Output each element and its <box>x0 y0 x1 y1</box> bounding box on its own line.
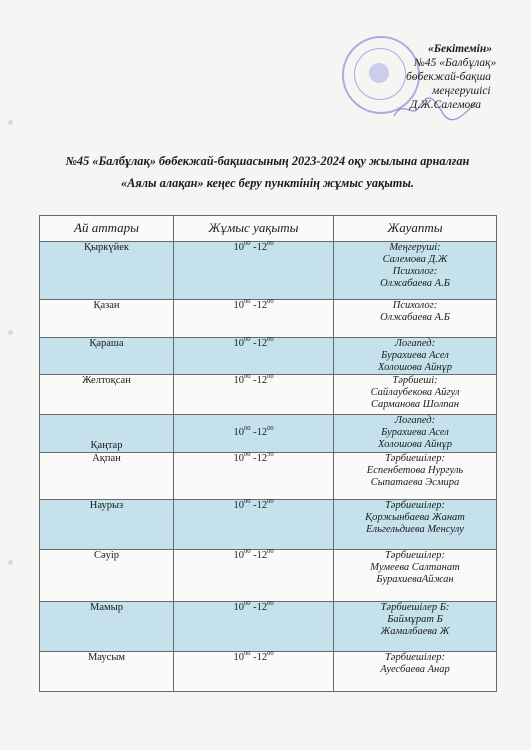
cell-month: Қаңтар <box>40 415 174 453</box>
time-end-hour: 12 <box>256 300 268 311</box>
cell-month: Мамыр <box>40 602 174 652</box>
responsible-line: Тәрбиешілер Б: <box>380 602 450 613</box>
responsible-line: Логапед: <box>394 338 436 349</box>
time-start-hour: 10 <box>233 300 244 311</box>
responsible-line: Психолог: <box>392 300 438 311</box>
cell-work-time <box>174 242 334 300</box>
cell-month: Қыркүйек <box>40 242 174 300</box>
responsible-line: Меңгеруші: <box>389 242 441 253</box>
time-start-minutes: 00 <box>243 425 251 433</box>
cell-responsible <box>334 415 497 453</box>
cell-month: Ақпан <box>40 453 174 500</box>
time-end-hour: 12 <box>256 500 268 511</box>
time-start-hour: 10 <box>233 375 244 386</box>
time-separator: - <box>250 550 257 561</box>
cell-month: Сәуір <box>40 550 174 602</box>
time-end-minutes: 00 <box>267 373 274 380</box>
responsible-line: Олжабаева А.Б <box>380 312 450 323</box>
time-start-minutes: 00 <box>243 451 251 458</box>
time-end-hour: 12 <box>256 338 268 349</box>
responsible-line: Салемова Д.Ж <box>382 254 448 265</box>
cell-work-time <box>174 500 334 550</box>
time-start-hour: 10 <box>233 550 244 561</box>
punch-hole <box>8 330 13 335</box>
time-start-minutes: 00 <box>243 298 251 305</box>
time-separator: - <box>250 652 257 663</box>
cell-responsible <box>334 453 497 500</box>
table-row <box>40 242 497 300</box>
time-start-minutes: 00 <box>243 373 251 380</box>
time-end-hour: 12 <box>256 602 268 613</box>
responsible-line: Тәрбиешілер: <box>384 453 446 464</box>
responsible-line: Сыпатаева Эсмира <box>370 477 460 488</box>
responsible-line: Психолог: <box>392 266 438 277</box>
responsible-line: Баймұрат Б <box>387 614 443 625</box>
table-row <box>40 375 497 415</box>
time-start-hour: 10 <box>233 427 244 439</box>
responsible-line: Сайлаубекова Айгул <box>370 387 460 398</box>
time-end-minutes: 00 <box>267 240 274 247</box>
time-start-hour: 10 <box>233 500 244 511</box>
time-end-minutes: 00 <box>267 336 274 343</box>
time-start-hour: 10 <box>233 242 244 253</box>
responsible-line: Холошова Айнұр <box>377 439 453 450</box>
responsible-line: Бурахиева Асел <box>381 350 449 361</box>
cell-work-time <box>174 300 334 338</box>
time-end-hour: 12 <box>256 453 268 464</box>
time-separator: - <box>250 242 257 253</box>
responsible-line: Тәрбиешілер: <box>384 652 446 663</box>
cell-month: Наурыз <box>40 500 174 550</box>
cell-work-time <box>174 652 334 692</box>
time-end-minutes: 30 <box>267 451 274 458</box>
time-end-minutes: 00 <box>267 498 274 505</box>
table-row <box>40 602 497 652</box>
cell-responsible <box>334 500 497 550</box>
time-end-minutes: 00 <box>267 600 274 607</box>
time-separator: - <box>250 300 257 311</box>
responsible-line: Қоржынбаева Жанат <box>365 512 465 523</box>
cell-month: Желтоқсан <box>40 375 174 415</box>
time-start-minutes: 00 <box>243 498 251 505</box>
time-start-minutes: 00 <box>243 336 251 343</box>
cell-responsible <box>334 338 497 375</box>
time-start-hour: 10 <box>233 338 244 349</box>
cell-work-time <box>174 375 334 415</box>
time-end-minutes: 00 <box>267 548 274 555</box>
table-header-row <box>40 216 497 242</box>
time-separator: - <box>250 453 257 464</box>
cell-work-time <box>174 415 334 453</box>
time-end-hour: 12 <box>256 242 268 253</box>
time-separator: - <box>250 500 257 511</box>
responsible-line: БурахиеваАйжан <box>376 574 454 585</box>
time-separator: - <box>250 338 257 349</box>
title-line-1: №45 «Балбұлақ» бөбекжай-бақшасының 2023-2024 оқу жылына арналған <box>65 154 470 168</box>
time-start-minutes: 00 <box>243 548 251 555</box>
responsible-line: Жамалбаева Ж <box>380 626 450 637</box>
header-month: Ай аттары <box>40 216 174 242</box>
responsible-line: Мумеева Салтанат <box>370 562 460 573</box>
table-row <box>40 338 497 375</box>
responsible-line: Тәрбиеші: <box>392 375 438 386</box>
time-separator: - <box>250 602 257 613</box>
time-start-hour: 10 <box>233 602 244 613</box>
cell-month: Қазан <box>40 300 174 338</box>
responsible-line: Еспенбетова Нургуль <box>366 465 464 476</box>
cell-responsible <box>334 375 497 415</box>
responsible-line: Бурахиева Асел <box>381 427 449 438</box>
header-responsible: Жауапты <box>334 216 497 242</box>
table-row <box>40 300 497 338</box>
cell-month: Қараша <box>40 338 174 375</box>
approval-heading: «Бекітемін» <box>428 43 493 55</box>
cell-responsible <box>334 300 497 338</box>
cell-work-time <box>174 550 334 602</box>
time-start-hour: 10 <box>233 652 244 663</box>
approval-org-type: бөбекжай-бақша <box>406 71 492 83</box>
approval-org: №45 «Балбұлақ» <box>414 57 497 69</box>
time-end-hour: 12 <box>256 375 268 386</box>
approval-name: Д.Ж.Салемова <box>410 99 481 111</box>
responsible-line: Тәрбиешілер: <box>384 550 446 561</box>
cell-responsible <box>334 602 497 652</box>
time-end-hour: 12 <box>256 427 268 439</box>
document-title <box>30 150 505 194</box>
header-work-time: Жұмыс уақыты <box>174 216 334 242</box>
approval-position: меңгерушісі <box>432 85 491 97</box>
time-end-minutes: 00 <box>267 298 274 305</box>
punch-hole <box>8 120 13 125</box>
approval-block <box>398 42 518 112</box>
responsible-line: Ауесбаева Анар <box>380 664 450 675</box>
table-row <box>40 652 497 692</box>
time-end-minutes: 00 <box>267 425 274 433</box>
responsible-line: Сарманова Шолпан <box>370 399 460 410</box>
time-separator: - <box>250 427 257 439</box>
responsible-line: Тәрбиешілер: <box>384 500 446 511</box>
cell-responsible <box>334 242 497 300</box>
time-separator: - <box>250 375 257 386</box>
schedule-table <box>39 215 497 692</box>
responsible-line: Логапед: <box>394 415 436 426</box>
punch-hole <box>8 560 13 565</box>
time-end-hour: 12 <box>256 550 268 561</box>
cell-work-time <box>174 602 334 652</box>
table-row <box>40 415 497 453</box>
cell-work-time <box>174 453 334 500</box>
responsible-line: Холошова Айнұр <box>377 362 453 373</box>
responsible-line: Ельгельдиева Менсулу <box>366 524 464 535</box>
cell-month: Маусым <box>40 652 174 692</box>
table-row <box>40 453 497 500</box>
cell-responsible <box>334 652 497 692</box>
cell-work-time <box>174 338 334 375</box>
time-start-minutes: 00 <box>243 600 251 607</box>
title-line-2: «Аялы алақан» кеңес беру пунктінің жұмыс уақыты. <box>121 176 414 190</box>
time-start-minutes: 00 <box>243 650 251 657</box>
time-start-minutes: 00 <box>243 240 251 247</box>
time-end-hour: 12 <box>256 652 268 663</box>
responsible-line: Олжабаева А.Б <box>380 278 450 289</box>
time-start-hour: 10 <box>233 453 244 464</box>
time-end-minutes: 00 <box>267 650 274 657</box>
table-row <box>40 550 497 602</box>
table-row <box>40 500 497 550</box>
cell-responsible <box>334 550 497 602</box>
